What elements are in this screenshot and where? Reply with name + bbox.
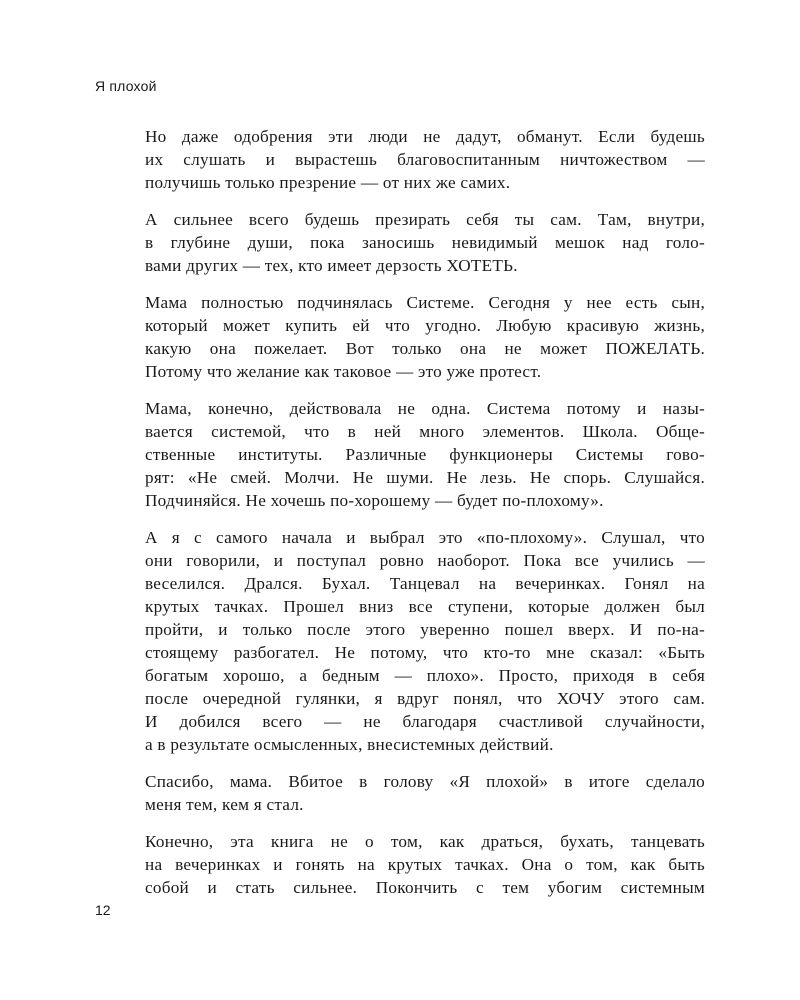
text-line: ственные институты. Различные функционеры Системы гово- xyxy=(145,445,705,464)
text-line: стоящему разбогател. Не потому, что кто-то мне сказал: «Быть xyxy=(145,643,705,662)
text-line: вается системой, что в ней много элементов. Школа. Обще- xyxy=(145,422,705,441)
text-line: А я с самого начала и выбрал это «по-плохому». Слушал, что xyxy=(145,528,705,547)
text-line: крутых тачках. Прошел вниз все ступени, которые должен был xyxy=(145,597,705,616)
text-line: И добился всего — не благодаря счастливой случайности, xyxy=(145,712,705,731)
text-line: Потому что желание как таковое — это уже протест. xyxy=(145,362,542,381)
paragraph xyxy=(145,397,705,512)
page-number: 12 xyxy=(95,902,111,918)
text-line: веселился. Дрался. Бухал. Танцевал на вечеринках. Гонял на xyxy=(145,574,705,593)
text-line: после очередной гулянки, я вдруг понял, что ХОЧУ этого сам. xyxy=(145,689,705,708)
text-line: какую она пожелает. Вот только она не может ПОЖЕЛАТЬ. xyxy=(145,339,705,358)
text-line: собой и стать сильнее. Покончить с тем убогим системным xyxy=(145,878,705,897)
running-head-title: Я плохой xyxy=(95,78,157,94)
text-line: пройти, и только после этого уверенно пошел вверх. И по-на- xyxy=(145,620,705,639)
text-line: Конечно, эта книга не о том, как драться, бухать, танцевать xyxy=(145,832,705,851)
paragraph xyxy=(145,770,705,816)
text-line: богатым хорошо, а бедным — плохо». Просто, приходя в себя xyxy=(145,666,705,685)
text-line: в глубине души, пока заносишь невидимый мешок над голо- xyxy=(145,233,705,252)
paragraph xyxy=(145,125,705,194)
paragraph xyxy=(145,526,705,756)
text-line: получишь только презрение — от них же самих. xyxy=(145,173,511,192)
paragraph xyxy=(145,830,705,899)
body-text xyxy=(145,125,705,913)
text-line: меня тем, кем я стал. xyxy=(145,795,304,814)
text-line: Мама полностью подчинялась Системе. Сегодня у нее есть сын, xyxy=(145,293,705,312)
text-line: Подчиняйся. Не хочешь по-хорошему — будет по-плохому». xyxy=(145,491,604,510)
text-line: они говорили, и поступал ровно наоборот. Пока все учились — xyxy=(145,551,705,570)
text-line: на вечеринках и гонять на крутых тачках. Она о том, как быть xyxy=(145,855,705,874)
text-line: Но даже одобрения эти люди не дадут, обманут. Если будешь xyxy=(145,127,705,146)
text-line: Спасибо, мама. Вбитое в голову «Я плохой» в итоге сделало xyxy=(145,772,705,791)
text-line: а в результате осмысленных, внесистемных действий. xyxy=(145,735,554,754)
text-line: вами других — тех, кто имеет дерзость ХОТЕТЬ. xyxy=(145,256,518,275)
text-line: рят: «Не смей. Молчи. Не шуми. Не лезь. Не спорь. Слушайся. xyxy=(145,468,705,487)
text-line: который может купить ей что угодно. Любую красивую жизнь, xyxy=(145,316,705,335)
text-line: их слушать и вырастешь благовоспитанным ничтожеством — xyxy=(145,150,705,169)
paragraph xyxy=(145,208,705,277)
text-line: Мама, конечно, действовала не одна. Система потому и назы- xyxy=(145,399,705,418)
paragraph xyxy=(145,291,705,383)
text-line: А сильнее всего будешь презирать себя ты сам. Там, внутри, xyxy=(145,210,705,229)
